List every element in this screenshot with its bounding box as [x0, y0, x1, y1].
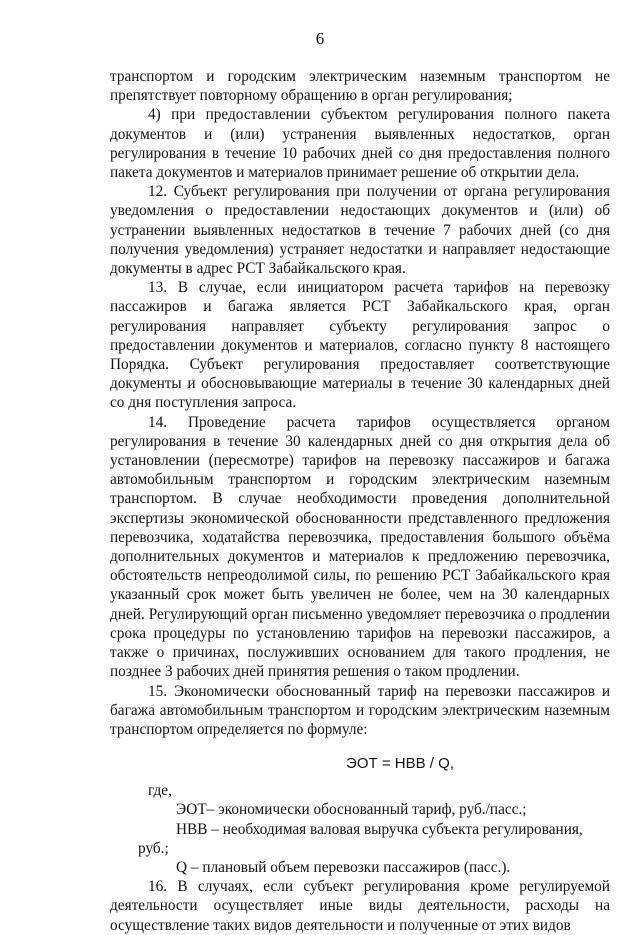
definition-nvv: НВВ – необходимая валовая выручка субъекта регулирования, руб.;	[138, 820, 583, 857]
paragraph-13: 13. В случае, если инициатором расчета тарифов на перевозку пассажиров и багажа является РСТ Забайкальского края, орган регулирования направляет субъекту регулирования запрос о предоставлении документов и материалов, согласно пункту 8 настоящего Порядка. Субъект регулирования предоставляет соответствующие документы и обосновывающие материалы в течение 30 календарных дней со дня поступления запроса.	[110, 279, 610, 412]
document-body	[110, 67, 610, 935]
paragraph-continuation: транспортом и городским электрическим наземным транспортом не препятствует повторному обращению в орган регулирования;	[110, 68, 610, 105]
definition-eot: ЭОТ– экономически обоснованный тариф, руб./пасс.;	[176, 801, 527, 819]
tariff-formula: ЭОТ = НВВ / Q,	[346, 755, 454, 773]
paragraph-12: 12. Субъект регулирования при получении от органа регулирования уведомления о предоставлении недостающих документов и (или) об устранении выявленных недостатков в течение 7 рабочих дней (со дня получения уведомления) устраняет недостатки и направляет недостающие документы в адрес РСТ Забайкальского края.	[110, 183, 610, 278]
where-label: где,	[148, 782, 172, 800]
definition-q: Q – плановый объем перевозки пассажиров (пасс.).	[176, 858, 511, 876]
paragraph-14: 14. Проведение расчета тарифов осуществляется органом регулирования в течение 30 календарных дней со дня открытия дела об установлении (пересмотре) тарифов на перевозку пассажиров и багажа автомобильным транспортом и городским электрическим наземным транспортом. В случае необходимости проведения дополнительной экспертизы экономической обоснованности представленного предложения перевозчика, ходатайства перевозчика, предоставления большого объёма дополнительных документов и материалов к предложению перевозчика, обстоятельств непреодолимой силы, по решению РСТ Забайкальского края указанный срок может быть увеличен не более, чем на 30 календарных дней. Регулирующий орган письменно уведомляет перевозчика о продлении срока процедуры по установлению тарифов на перевозки пассажиров, а также о причинах, послуживших основанием для такого продления, не позднее 3 рабочих дней принятия решения о таком продлении.	[110, 413, 610, 681]
paragraph-16: 16. В случаях, если субъект регулирования кроме регулируемой деятельности осуществляет иные виды деятельности, расходы на осуществление таких видов деятельности и полученные от этих видов	[110, 878, 610, 934]
paragraph-15: 15. Экономически обоснованный тариф на перевозки пассажиров и багажа автомобильным транспортом и городским электрическим наземным транспортом определяется по формуле:	[110, 682, 610, 738]
page-number: 6	[315, 29, 325, 48]
paragraph-item-4: 4) при предоставлении субъектом регулирования полного пакета документов и (или) устранения выявленных недостатков, орган регулирования в течение 10 рабочих дней со дня предоставления полного пакета документов и материалов принимает решение об открытии дела.	[110, 106, 610, 182]
